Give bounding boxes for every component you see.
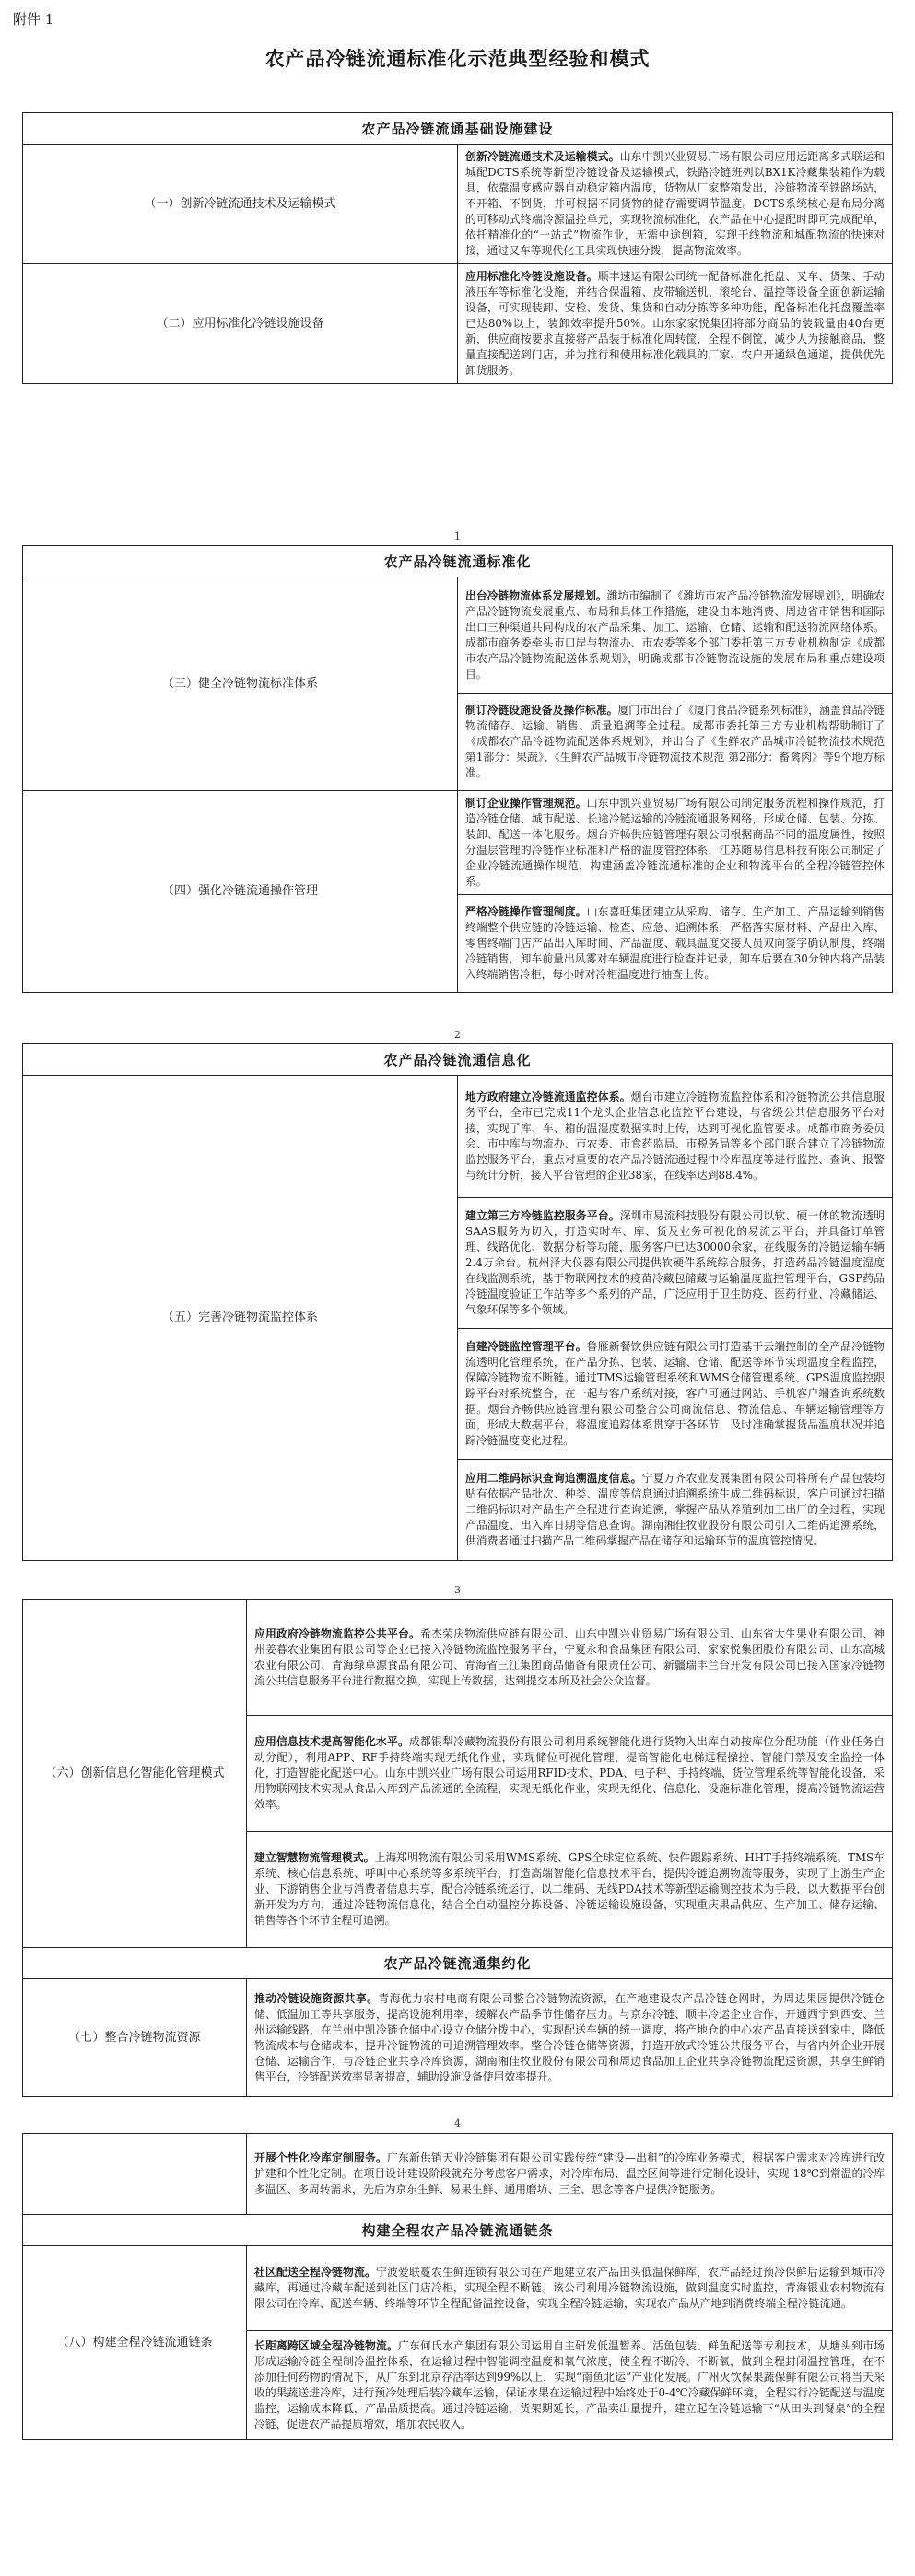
practice-cell: [458, 1198, 893, 1329]
section-standardization-table: [22, 545, 893, 993]
category-cell: （一）创新冷链流通技术及运输模式: [23, 145, 458, 264]
practice-heading: 严格冷链操作管理制度。: [465, 905, 587, 918]
practice-heading: 自建冷链监控管理平台。: [465, 1340, 587, 1353]
practice-heading: 开展个性化冷库定制服务。: [254, 2151, 387, 2164]
practice-cell: [247, 2134, 893, 2215]
practice-cell: [458, 264, 893, 384]
practice-heading: 长距离跨区域全程冷链物流。: [254, 2338, 399, 2352]
category-cell: （六）创新信息化智能化管理模式: [23, 1600, 247, 1948]
practice-heading: 制订企业操作管理规范。: [465, 797, 587, 810]
practice-cell: [458, 577, 893, 694]
practice-cell: [458, 895, 893, 993]
practice-body: 宁波爱联蔓农生鲜连锁有限公司在产地建立农产品田头低温保鲜库，农产品经过预冷保鲜后运输到城市冷藏库，再通过冷藏车配送到社区门店冷柜，实现全程不断链。该公司利用冷链物流设施，做到温度实时监控，青海银业农村物流有限公司在冷库、配送车辆、终端等环节全程配备温控设备，实现全程冷链运输，实现农产品从产地到消费终端全程冷链流通。: [254, 2266, 885, 2310]
practice-heading: 建立第三方冷链监控服务平台。: [465, 1209, 620, 1222]
attachment-label: 附件 1: [13, 11, 54, 28]
practice-cell: [247, 1716, 893, 1832]
practice-cell: [458, 694, 893, 791]
section-title: 农产品冷链流通集约化: [23, 1948, 893, 1979]
practice-body: 广东新供销天业冷链集团有限公司实践传统“建设—出租”的冷库业务模式，根据客户需求对冷库进行改扩建和个性化定制。在项目设计建设阶段就充分考虑客户需求，对冷库布局、温控区间等进行定制化设计，实现-18℃到常温的冷库多温区、多周转需求，先后为京东生鲜、易果生鲜、通用磨坊、三全、思念等客户提供冷链服务。: [254, 2151, 885, 2196]
practice-body: 山东中凯兴业贸易广场有限公司制定服务流程和操作规范，打造冷链仓储、城市配送、长途冷链运输的冷链流通服务网络，形成仓储、包装、分拣、装卸、配送一体化服务。烟台齐畅供应链管理有限公司根据商品不同的温度属性，按照分温层管理的冷链作业标准和严格的温度管控体系，江苏随易信息科技有限公司制定了企业冷链流通操作规范，构建涵盖冷链流通标准的企业和物流平台的全程冷链管控体系。: [465, 797, 885, 888]
category-cell: （四）强化冷链流通操作管理: [23, 791, 458, 993]
practice-body: 烟台市建立冷链物流监控体系和冷链物流公共信息服务平台，全市已完成11个龙头企业信息化监控平台建设，与省级公共信息服务平台对接，实现了库、车、箱的温湿度数据实时上传，达到可视化监管要求。成都市商务委员会、市中库与物流办、市农委、市食药监局、市税务局等多个部门联合建立了冷链物流监控服务平台，重点对重要的农产品冷链流通过程中冷库温度等进行监控、查询、报警与统计分析，接入平台管理的企业38家，在线率达到88.4%。: [465, 1090, 885, 1182]
practice-heading: 应用政府冷链物流监控公共平台。: [254, 1626, 421, 1640]
practice-heading: 推动冷链设施资源共享。: [254, 1991, 379, 2005]
practice-body: 希杰荣庆物流供应链有限公司、山东中凯兴业贸易广场有限公司、山东省大生果业有限公司、神州姜暮农业集团有限公司等企业已接入冷链物流监控服务平台，宁夏永和食品集团有限公司、家家悦集团股份有限公司、山东高城农业有限公司、青海绿草源食品有限公司、青海省三江集团商品储备有限责任公司、新疆瑞丰兰台开发有限公司已接入国家冷链物流公共信息服务平台进行数据交换，实现上传数据，达到提交本所及社会公众监督。: [254, 1626, 885, 1687]
practice-cell: [458, 1329, 893, 1460]
section-title: 构建全程农产品冷链流通链条: [23, 2215, 893, 2246]
practice-body: 青海优力农村电商有限公司整合冷链物流资源，在产地建设农产品冷链仓网时，为周边果园提供冷链仓储、低温加工等共享服务，提高设施利用率，缓解农产品季节性储存压力。与京东冷链、顺丰冷运企业合作，开通西宁到西安、兰州运输线路，在兰州中凯冷链仓储中心设立仓储分拨中心，实现配送车辆的统一调度，将产地仓的中心农产品直接送到家中，降低物流成本与仓储成本，提升冷链物流的可追溯管理效率。整合冷链仓储等资源，打造开放式冷链公共服务平台，与省内外企业开展仓储、运输合作，与冷链企业共享冷库资源，湖南湘佳牧业股份有限公司和周边食品加工企业共享冷链物流配送资源，共享生鲜销售平台，冷链配送效率显著提高，辅助设施设备使用效率提升。: [254, 1991, 885, 2083]
practice-body: 广东何氏水产集团有限公司运用自主研发低温暂养、活鱼包装、鲜鱼配送等专利技术，从塘头到市场形成运输冷链全程制冷温控体系，在运输过程中智能调控温度和氧气浓度，使全程不断冷、不断氧，做到全程封闭温控管理，在不添加任何药物的情况下，从广东到北京存活率达到99%以上，实现“南鱼北运”产业化发展。广州火饮保果蔬保鲜有限公司将当天采收的果蔬送进冷库，进行预冷处理后装冷藏车运输，保证水果在运输过程中始终处于0-4℃冷藏保鲜环境，全程实行冷链配送与温度监控，运输成本降低，产品品质提高。通过冷链运输，货架期延长，产品卖出量提升，建立起在冷链运输下“从田头到餐桌”的全程冷链，促进农产品提质增效，增加农民收入。: [254, 2338, 885, 2430]
section-title: 农产品冷链流通信息化: [23, 1044, 893, 1076]
practice-body: 顺丰速运有限公司统一配备标准化托盘、叉车、货架、手动液压车等标准化设施，并结合保温箱、皮带输送机、滚轮台、温控等设备全面创新运输设备，可实现装卸、安检、发货、集货和自动分拣等多种功能，配备标准化托盘覆盖率已达80%以上，装卸效率提升50%。山东家家悦集团将部分商品的装载量由40台更新，供应商按要求直接将产品装于标准化周转筐，全程不倒筐，减少人为接触商品，整量直接配送到门店，并为推行和使用标准化载具的厂家、农户开通绿色通道，提供优先卸货服务。: [465, 270, 885, 377]
page-number: 2: [454, 1029, 461, 1041]
category-cell: （八）构建全程冷链流通链条: [23, 2246, 247, 2440]
practice-body: 成都银犁冷藏物流股份有限公司利用系统智能化进行货物入出库自动按库位分配功能（作业任务自动分配），利用APP、RF手持终端实现无纸化作业，实现储位可视化管理，提高智能化电梯远程操控、智能门禁及安全监控一体化，打造智能化配送中心。山东中凯兴业广场有限公司运用RFID技术、PDA、电子秤、手持终端、货位管理系统等智能化设备，采用物联网技术实现从食品入库到产品流通的全流程，实现无纸化作业，实现无纸化、信息化、设施标准化管理，提高冷链物流运营效率。: [254, 1735, 885, 1811]
practice-heading: 应用标准化冷链设施设备。: [465, 270, 598, 283]
practice-body: 宁夏万齐农业发展集团有限公司将所有产品包装均贴有依据产品批次、种类、温度等信息通过追溯系统生成二维码标识，客户可通过扫描二维码标识对产品生产全程进行查询追溯，掌握产品从养殖到加工出厂的全过程，实现产品温度、出入库日期等信息查询。湖南湘佳牧业股份有限公司引入二维码追溯系统，供消费者通过扫描产品二维码掌握产品在储存和运输环节的温度管控情况。: [465, 1472, 885, 1547]
document-title: 农产品冷链流通标准化示范典型经验和模式: [264, 47, 651, 70]
practice-cell: [247, 2331, 893, 2440]
practice-body: 上海郑明物流有限公司采用WMS系统、GPS全球定位系统、快件跟踪系统、HHT手持终端系统、TMS车系统、核心信息系统、呼叫中心系统等多系统平台，打造高端智能化信息技术平台，提供冷链追溯物流等服务，实现了上游生产企业、下游销售企业与消费者信息共享，配合冷链系统运行，以二维码、无线PDA技术等新型运输测控技术为手段，以大数据平台创新开发为方向，通过冷链物流信息化，结合全自动温控分拣设备、冷链运输设施设备，实现重庆果品供应、生产加工、储存运输、销售等各个环节全程可追溯。: [254, 1851, 885, 1927]
practice-heading: 出台冷链物流体系发展规划。: [465, 589, 607, 602]
category-cell: （二）应用标准化冷链设施设备: [23, 264, 458, 384]
category-cell: （三）健全冷链物流标准体系: [23, 577, 458, 791]
practice-cell: [247, 1832, 893, 1948]
practice-heading: 地方政府建立冷链流通监控体系。: [465, 1090, 631, 1103]
page-number: 1: [454, 530, 461, 542]
page-number: 3: [454, 1584, 461, 1596]
practice-cell: [458, 1076, 893, 1198]
practice-heading: 建立智慧物流管理模式。: [254, 1851, 375, 1864]
practice-heading: 制订冷链设施设备及操作标准。: [465, 704, 618, 717]
practice-body: 厦门市出台了《厦门食品冷链系列标准》，涵盖食品冷链物流储存、运输、销售、质量追溯等全过程。成都市委托第三方专业机构帮助制订了《成都农产品冷链物流配送体系规划》，并出台了《生鲜农产品城市冷链物流技术规范 第1部分：果蔬》、《生鲜农产品城市冷链物流技术规范 第2部分：畜禽肉》等9个地方标准。: [465, 704, 885, 779]
section-informatization-table-cont: [22, 1599, 893, 2097]
practice-cell: [247, 1979, 893, 2097]
section-informatization-table: [22, 1043, 893, 1561]
practice-heading: 应用信息技术提高智能化水平。: [254, 1735, 410, 1748]
category-cell-continued: [23, 2134, 247, 2215]
practice-cell: [458, 1460, 893, 1561]
practice-body: 深圳市易流科技股份有限公司以软、硬一体的物流透明SAAS服务为切入，打造实时车、库、货及业务可视化的易流云平台，并具备订单管理、线路优化、数据分析等功能，服务客户已达30000余家，在线服务的冷链运输车辆2.4万余台。杭州泽大仪器有限公司提供软硬件系统综合服务，打造药品冷链温度湿度在线监测系统，基于物联网技术的疫苗冷藏包储藏与运输温度监控管理平台，GSP药品冷链温度验证工作站等多个系列的产品，广泛应用于卫生防疫、医药行业、冷藏储运、气象环保等多个领域。: [465, 1209, 885, 1316]
page-number: 4: [454, 2117, 461, 2129]
practice-cell: [458, 791, 893, 895]
practice-heading: 社区配送全程冷链物流。: [254, 2266, 377, 2279]
practice-body: 山东喜旺集团建立从采购、储存、生产加工、产品运输到销售终端整个供应链的冷链运输、检查、应急、追溯体系，严格落实原材料、产品出入库、零售终端门店产品出入库时间、产品温度、载具温度交接人员双向签字确认制度，终端冷链销售，卸车前量出风雾对车辆温度进行检查并记录，卸车后要在30分钟内将产品装入终端销售冷柜，每小时对冷柜温度进行抽查上传。: [465, 905, 885, 981]
category-cell: （五）完善冷链物流监控体系: [23, 1076, 458, 1561]
section-intensification-table-cont: [22, 2133, 893, 2440]
section-infrastructure-table: [22, 112, 893, 384]
practice-heading: 创新冷链流通技术及运输模式。: [465, 150, 620, 163]
practice-cell: [247, 1600, 893, 1716]
practice-body: 潍坊市编制了《潍坊市农产品冷链物流发展规划》，明确农产品冷链物流发展重点、布局和具体工作措施，建设由本地消费、周边省市销售和国际出口三种渠道共同构成的农产品采集、加工、运输、仓储、运输和配送物流网络体系。成都市商务委牵头市口岸与物流办、市农委等多个部门委托第三方专业机构制定《成都市农产品冷链物流配送体系规划》，明确成都市冷链物流设施的发展布局和重点建设项目。: [465, 589, 885, 681]
section-title: 农产品冷链流通标准化: [23, 546, 893, 577]
practice-cell: [458, 145, 893, 264]
practice-body: 山东中凯兴业贸易广场有限公司应用远距离多式联运和城配DCTS系统等新型冷链设备及运输模式，铁路冷链班列以BX1K冷藏集装箱作为载具，依靠温度感应器自动稳定箱内温度，货物从厂家整箱发出，冷链物流至铁路场站，不开箱、不倒货，并可根据不同货物的储存需要调节温度。DCTS系统核心是布局分离的可移动式终端冷源温控单元，实现物流标准化，农产品在中心提配时即可完成配单，依托精准化的“一站式”物流作业，无需中途倒箱，实现干线物流和城配物流的快速对接，通过又车等现代化工具实现快速分拨，提高物流效率。: [465, 150, 885, 257]
practice-body: 鲁雁新餐饮供应链有限公司打造基于云端控制的全产品冷链物流透明化管理系统，在产品分拣、包装、运输、仓储、配送等环节实现温度全程监控，保障冷链物流不断链。通过TMS运输管理系统和WMS仓储管理系统、GPS温度监控跟踪平台对系统整合，在一起与客户系统对接，客户可通过网站、手机客户端查询系统数据。烟台齐畅供应链管理有限公司整合公司商流信息、物流信息、车辆运输管理等方面，形成大数据平台，将温度追踪体系贯穿于各环节，及时准确掌握货品温度状况并追踪冷链温度变化过程。: [465, 1340, 885, 1447]
practice-heading: 应用二维码标识查询追溯温度信息。: [465, 1472, 642, 1485]
practice-cell: [247, 2246, 893, 2331]
section-title: 农产品冷链流通基础设施建设: [23, 113, 893, 145]
category-cell: （七）整合冷链物流资源: [23, 1979, 247, 2097]
